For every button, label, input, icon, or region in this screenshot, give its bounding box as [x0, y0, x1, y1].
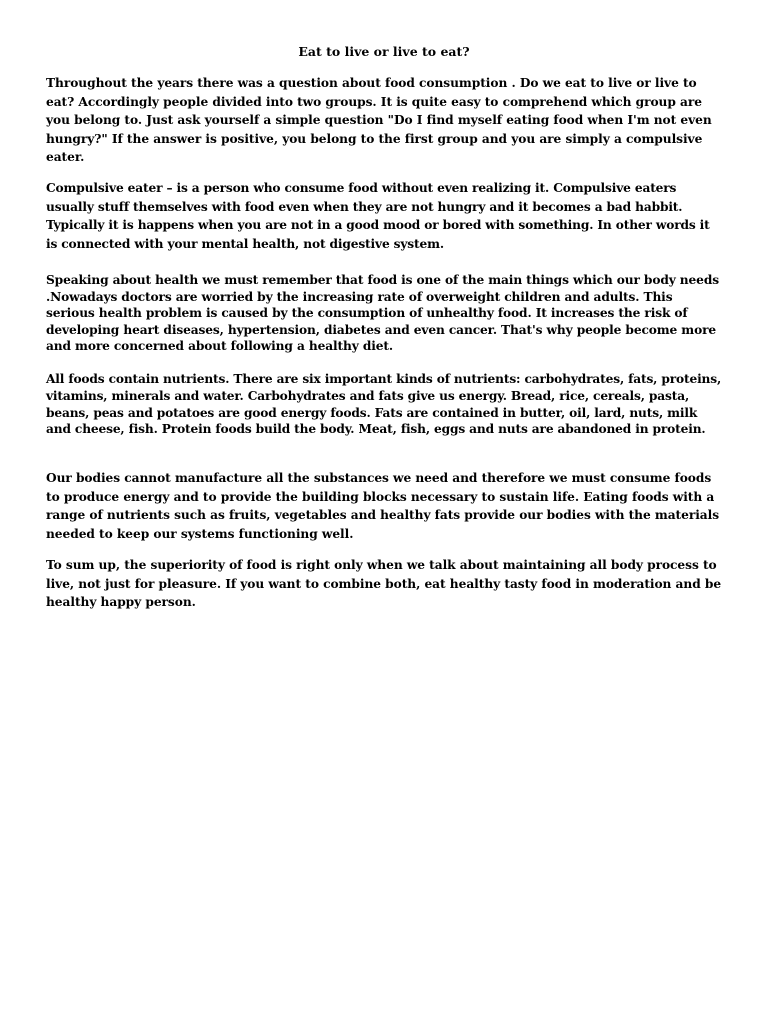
paragraph-intro: Throughout the years there was a question about food consumption . Do we eat to live or live to eat? Accordingly people divided into two groups. It is quite easy to comprehend which group are you belong to. Just ask yourself a simple question "Do I find myself eating food when I'm not even hungry?" If the answer is positive, you belong to the first group and you are simply a compulsive eater.	[46, 76, 712, 165]
paragraph-bodies: Our bodies cannot manufacture all the substances we need and therefore we must consume foods to produce energy and to provide the building blocks necessary to sustain life. Eating foods with a range of nutrients such as fruits, vegetables and healthy fats provide our bodies with the materials needed to keep our systems functioning well.	[46, 471, 720, 541]
paragraph-compulsive-eater: Compulsive eater – is a person who consume food without even realizing it. Compulsive eaters usually stuff themselves with food even when they are not hungry and it becomes a bad habbit. Typically it is happens when you are not in a good mood or bored with something. In other words it is connected with your mental health, not digestive system.	[46, 181, 710, 251]
document-title: Eat to live or live to eat?	[298, 44, 470, 59]
paragraph-health: Speaking about health we must remember that food is one of the main things which our body needs .Nowadays doctors are worried by the increasing rate of overweight children and adults. This serious health problem is caused by the consumption of unhealthy food. It increases the risk of developing heart diseases, hypertension, diabetes and even cancer. That's why people become more and more concerned about following a healthy diet.	[46, 273, 719, 353]
paragraph-conclusion: To sum up, the superiority of food is right only when we talk about maintaining all body process to live, not just for pleasure. If you want to combine both, eat healthy tasty food in moderation and be healthy happy person.	[46, 558, 722, 610]
paragraph-nutrients: All foods contain nutrients. There are six important kinds of nutrients: carbohydrates, fats, proteins, vitamins, minerals and water. Carbohydrates and fats give us energy. Bread, rice, cereals, pasta, beans, peas and potatoes are good energy foods. Fats are contained in butter, oil, lard, nuts, milk and cheese, fish. Protein foods build the body. Meat, fish, eggs and nuts are abandoned in protein.	[46, 372, 722, 437]
